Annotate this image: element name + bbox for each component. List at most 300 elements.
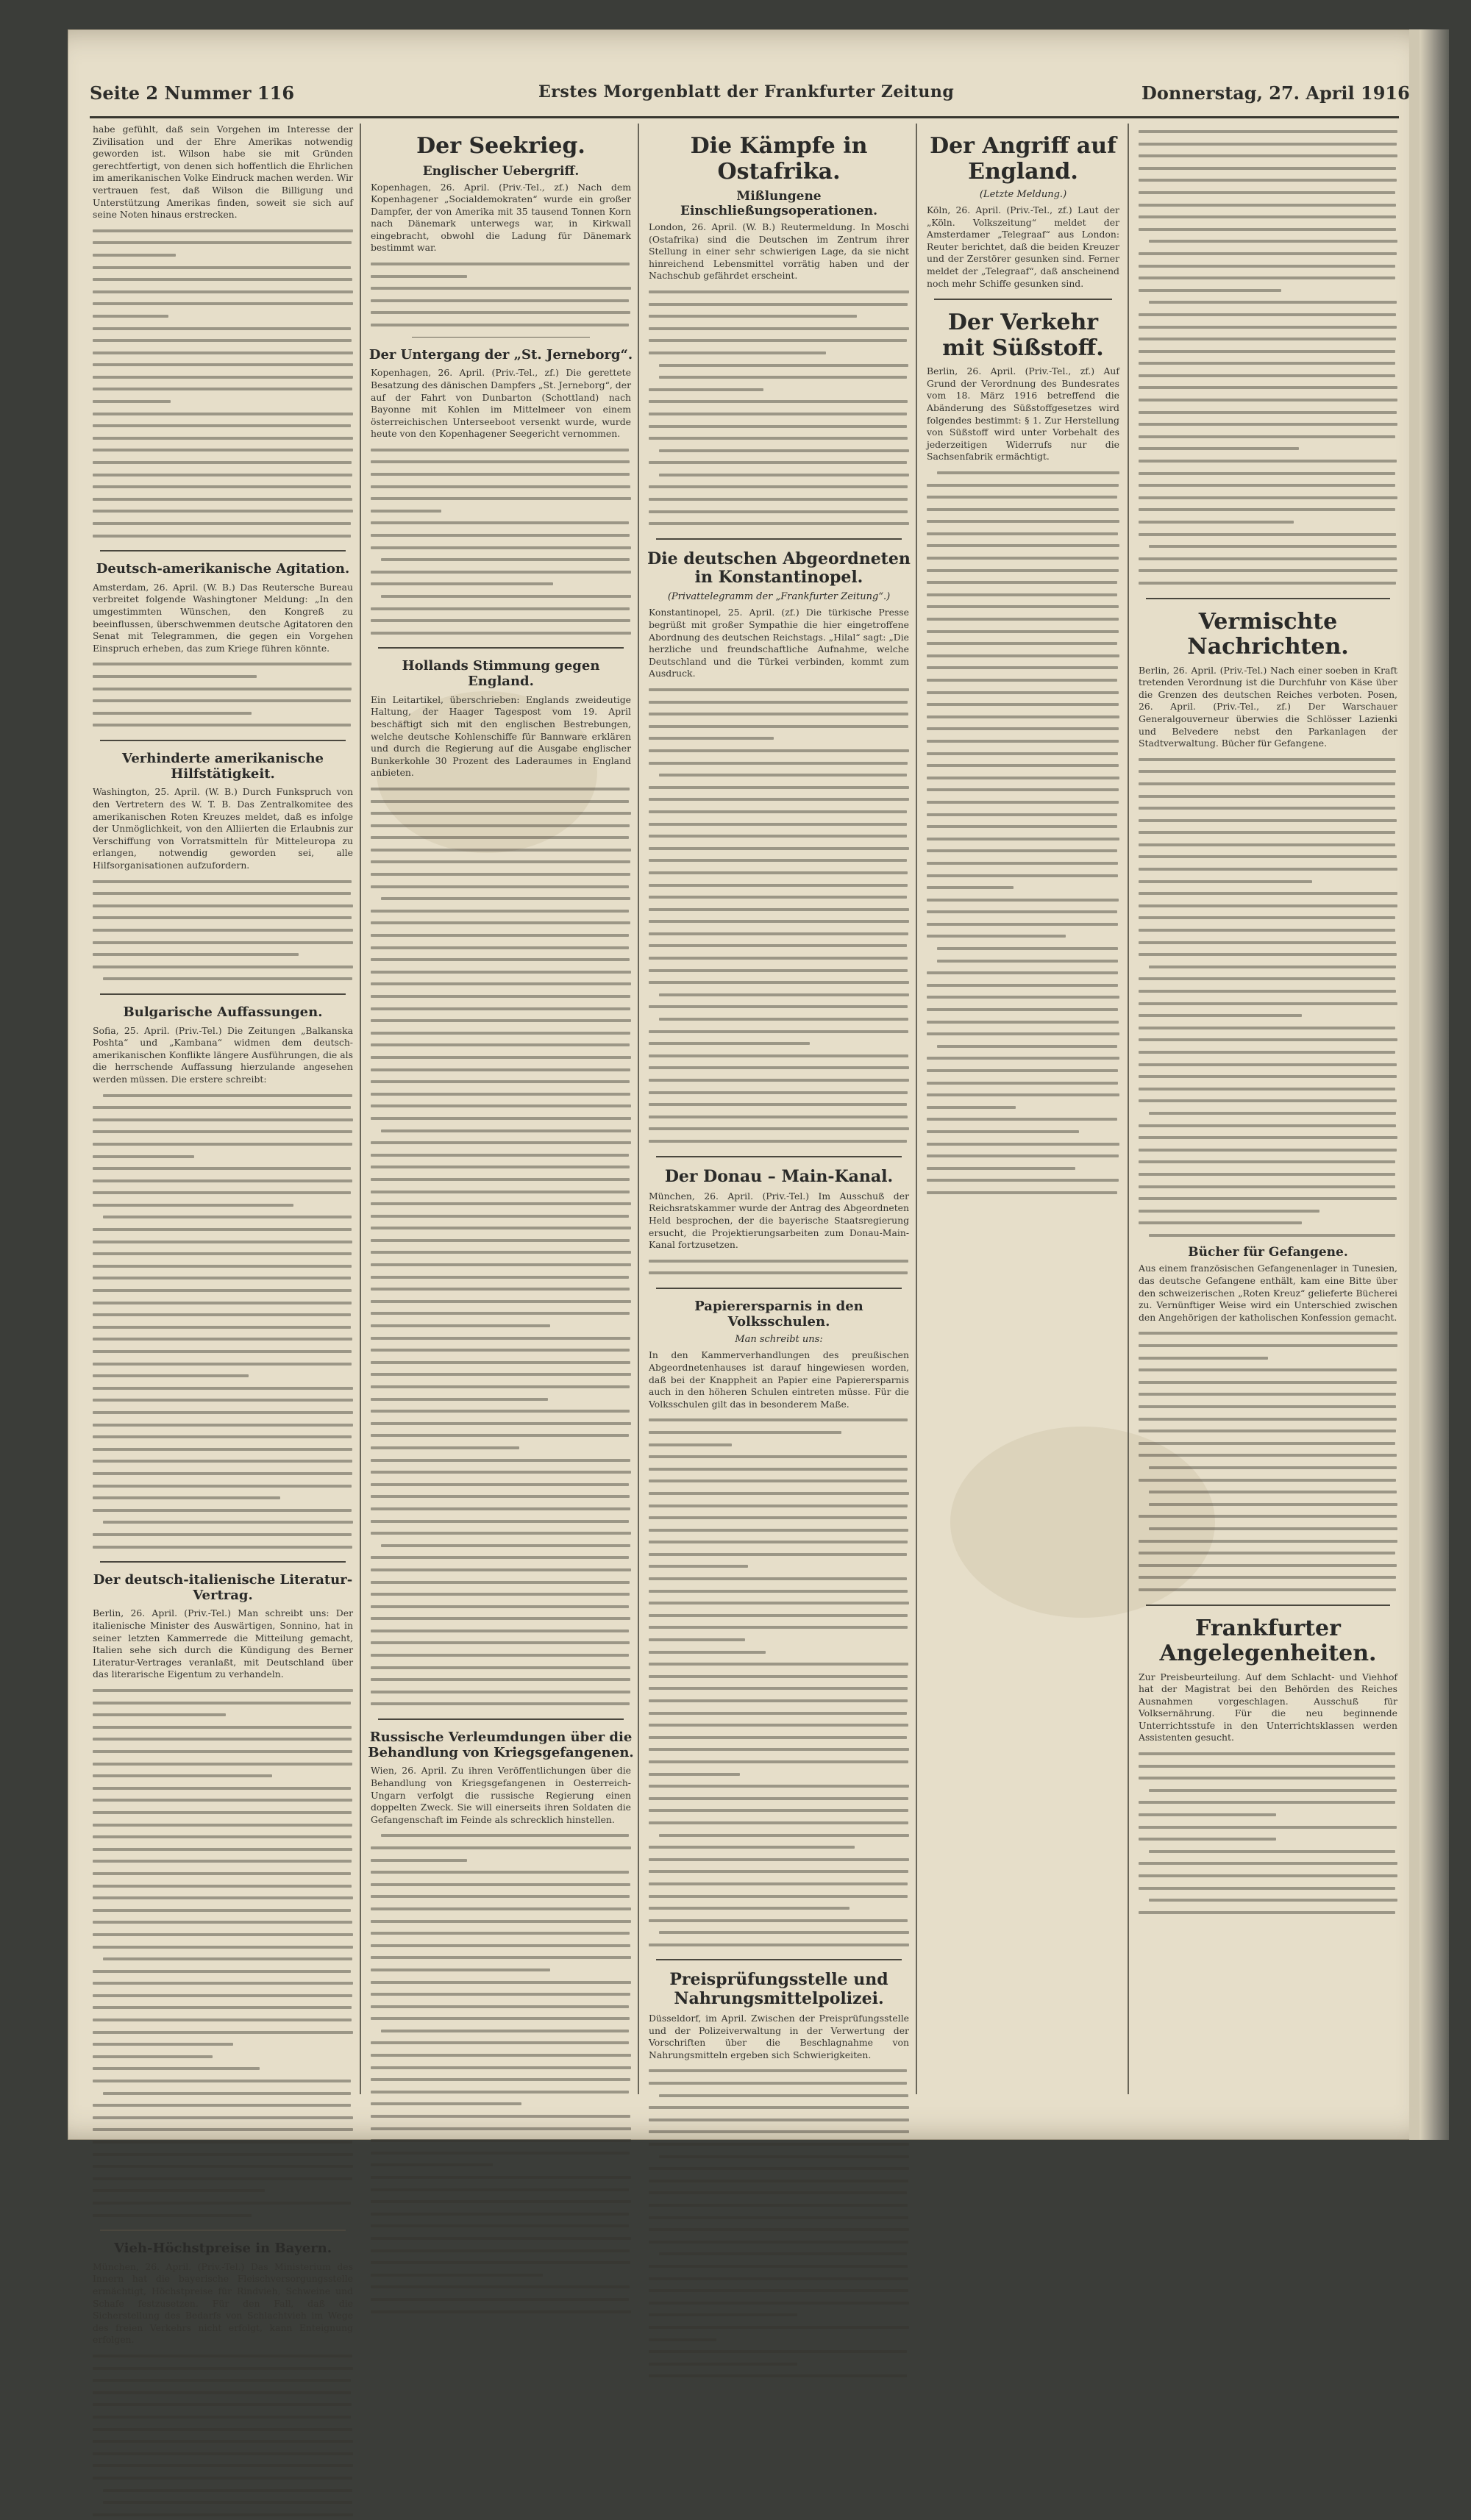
text-line bbox=[371, 1576, 631, 1588]
text-line bbox=[371, 1185, 631, 1198]
text-line bbox=[93, 2099, 353, 2111]
text-line bbox=[649, 346, 909, 359]
text-line bbox=[371, 282, 631, 294]
text-line bbox=[371, 2134, 631, 2146]
text-line bbox=[1139, 850, 1397, 863]
text-line bbox=[649, 1438, 909, 1451]
text-line bbox=[371, 1271, 631, 1283]
text-line bbox=[93, 2184, 353, 2196]
text-line bbox=[371, 2036, 631, 2049]
text-line bbox=[93, 1855, 353, 1867]
text-line bbox=[93, 1296, 353, 1309]
text-line bbox=[93, 310, 353, 322]
text-line bbox=[927, 490, 1119, 503]
text-line bbox=[93, 707, 353, 719]
text-line bbox=[1139, 1510, 1397, 1522]
text-line bbox=[1139, 936, 1397, 949]
text-line bbox=[371, 2256, 631, 2269]
text-line bbox=[927, 515, 1119, 527]
text-line bbox=[927, 674, 1119, 686]
text-line bbox=[1139, 552, 1397, 565]
text-line bbox=[93, 1406, 353, 1418]
text-line bbox=[1139, 357, 1397, 369]
text-line bbox=[371, 455, 631, 468]
text-line bbox=[93, 1321, 353, 1333]
text-line bbox=[371, 1343, 631, 1356]
article-frankfurter-text: Zur Preisbeurteilung. Auf dem Schlacht- und Viehhof hat der Magistrat bei den Behörden des Reiches Ausnahmen vorgeschlagen. Ausschuß für Volksernährung. Für die neu beginnende Unterrichtsstufe in den Unterrichtsklassen werden Assistenten gesucht. bbox=[1139, 1671, 1397, 1743]
text-line bbox=[371, 855, 631, 868]
text-line bbox=[93, 2362, 353, 2374]
text-line bbox=[93, 2471, 353, 2484]
text-line bbox=[371, 2293, 631, 2305]
article-rule bbox=[100, 2230, 346, 2231]
text-line bbox=[649, 2345, 909, 2357]
text-line bbox=[93, 2508, 353, 2520]
article-papier-text: In den Kammerverhandlungen des preußischen Abgeordnetenhauses ist darauf hingewiesen worden, daß bei der Knappheit an Papier eine Papierersparnis auch in den höheren Schulen eintreten müsse. Für die Volksschulen gilt das in besonderem Maße. bbox=[649, 1349, 909, 1410]
text-line bbox=[649, 1499, 909, 1512]
text-line bbox=[93, 2001, 353, 2013]
text-line bbox=[649, 1841, 909, 1853]
text-line bbox=[1139, 1821, 1397, 1833]
text-line bbox=[649, 781, 909, 793]
text-line bbox=[649, 322, 909, 335]
text-line bbox=[1139, 1522, 1397, 1535]
text-line bbox=[93, 2135, 353, 2148]
article-bulgarische-text: Sofia, 25. April. (Priv.-Tel.) Die Zeitungen „Balkanska Poshta“ und „Kambana“ widmen dem deutsch-amerikanischen Konflikte längere Ausführungen, die als die herrschende Auffassung hierzulande angesehen werden müssen. Die erstere schreibt: bbox=[93, 1024, 353, 1085]
text-line bbox=[649, 1877, 909, 1890]
text-line bbox=[1139, 790, 1397, 802]
text-line bbox=[371, 831, 631, 843]
text-line bbox=[927, 661, 1119, 674]
text-line bbox=[1139, 1009, 1397, 1021]
text-line bbox=[1139, 1747, 1397, 1760]
text-line bbox=[93, 2026, 353, 2038]
text-line bbox=[649, 744, 909, 757]
text-line bbox=[93, 2196, 353, 2209]
text-line bbox=[93, 972, 353, 985]
text-line bbox=[371, 1454, 631, 1466]
text-line bbox=[93, 1843, 353, 1855]
headline-preispruefung: Preisprüfungsstelle und Nahrungsmittelpolizei. bbox=[669, 1970, 888, 2008]
text-line bbox=[1139, 1107, 1397, 1119]
text-line bbox=[927, 1016, 1119, 1028]
newspaper-title-header: Erstes Morgenblatt der Frankfurter Zeitung bbox=[538, 82, 955, 101]
text-line bbox=[649, 1135, 909, 1147]
text-line bbox=[649, 1902, 909, 1914]
text-line bbox=[1139, 503, 1397, 515]
text-line bbox=[1139, 1808, 1397, 1821]
text-line bbox=[649, 1122, 909, 1135]
text-line bbox=[927, 735, 1119, 747]
text-line bbox=[649, 1487, 909, 1499]
text-line bbox=[1139, 1845, 1397, 1857]
article-rule bbox=[100, 1561, 346, 1563]
text-line bbox=[927, 954, 1119, 967]
text-line bbox=[649, 1585, 909, 1597]
text-line bbox=[93, 285, 353, 298]
text-line bbox=[93, 2484, 353, 2496]
text-line bbox=[371, 1197, 631, 1210]
text-line bbox=[93, 1516, 353, 1528]
text-line bbox=[93, 1757, 353, 1770]
text-line bbox=[1139, 1485, 1397, 1498]
text-line bbox=[93, 1541, 353, 1553]
text-line bbox=[371, 1295, 631, 1307]
text-line bbox=[93, 2074, 353, 2087]
text-line bbox=[1139, 199, 1397, 211]
text-line bbox=[649, 298, 909, 310]
text-line bbox=[371, 1841, 631, 1854]
text-line bbox=[649, 1560, 909, 1572]
text-line bbox=[93, 1977, 353, 1989]
text-line bbox=[93, 1199, 353, 1211]
text-line bbox=[93, 1113, 353, 1126]
article-rule bbox=[1146, 598, 1390, 599]
text-line bbox=[1139, 1119, 1397, 1132]
column-rule bbox=[916, 124, 917, 2094]
text-line bbox=[93, 1491, 353, 1504]
text-line bbox=[649, 927, 909, 940]
text-line bbox=[1139, 138, 1397, 150]
text-line bbox=[1139, 577, 1397, 589]
text-line bbox=[1139, 1363, 1397, 1376]
text-line bbox=[371, 868, 631, 880]
text-line bbox=[371, 1490, 631, 1502]
text-line bbox=[649, 2138, 909, 2150]
text-line bbox=[649, 1718, 909, 1731]
text-line bbox=[649, 2089, 909, 2102]
text-line bbox=[649, 842, 909, 854]
text-line bbox=[93, 1247, 353, 1260]
text-line bbox=[1139, 1498, 1397, 1510]
text-line bbox=[1139, 1229, 1397, 1241]
text-line bbox=[93, 1793, 353, 1806]
article-body-lines bbox=[93, 2349, 353, 2520]
text-line bbox=[371, 2305, 631, 2318]
text-line bbox=[93, 2013, 353, 2026]
text-line bbox=[1139, 1352, 1397, 1364]
text-line bbox=[93, 334, 353, 346]
text-line bbox=[371, 977, 631, 990]
text-line bbox=[649, 371, 909, 383]
headline-donau-main: Der Donau – Main-Kanal. bbox=[664, 1166, 894, 1186]
headline-papierersparnis: Papierersparnis in den Volksschulen. bbox=[694, 1299, 863, 1329]
text-line bbox=[1139, 149, 1397, 162]
text-line bbox=[649, 2113, 909, 2126]
text-line bbox=[371, 2158, 631, 2171]
text-line bbox=[927, 722, 1119, 735]
text-line bbox=[649, 2223, 909, 2235]
text-line bbox=[93, 1150, 353, 1163]
text-line bbox=[1139, 1094, 1397, 1107]
text-line bbox=[927, 576, 1119, 588]
text-line bbox=[371, 2073, 631, 2085]
text-line bbox=[1139, 1021, 1397, 1034]
text-line bbox=[93, 2087, 353, 2099]
text-line bbox=[371, 1307, 631, 1319]
text-line bbox=[1139, 1869, 1397, 1882]
text-line bbox=[93, 1284, 353, 1296]
text-line bbox=[927, 1052, 1119, 1064]
text-line bbox=[649, 1646, 909, 1658]
headline-vermischte: Vermischte Nachrichten. bbox=[1187, 608, 1349, 660]
text-line bbox=[371, 1988, 631, 2000]
text-line bbox=[371, 1075, 631, 1088]
text-line bbox=[927, 1125, 1119, 1138]
text-line bbox=[1139, 479, 1397, 491]
text-line bbox=[649, 1804, 909, 1816]
text-line bbox=[649, 2235, 909, 2248]
text-line bbox=[371, 2171, 631, 2183]
article-body-lines bbox=[1139, 1747, 1397, 1918]
text-line bbox=[371, 590, 631, 602]
article-rule bbox=[656, 538, 902, 540]
text-line bbox=[649, 2064, 909, 2077]
text-line bbox=[371, 2244, 631, 2257]
text-line bbox=[649, 1743, 909, 1755]
text-line bbox=[371, 492, 631, 504]
text-line bbox=[93, 2398, 353, 2410]
article-suessstoff-text: Berlin, 26. April. (Priv.-Tel., zf.) Auf Grund der Verordnung des Bundesrates vom 18. März 1916 betreffend die Abänderung des Süßstoffgesetzes wird folgendes bestimmt: § 1. Zur Herstellung von Süßstoff wird unter Vorbehalt des jederzeitigen Widerrufs nur die Sachsenfabrik ermächtigt. bbox=[927, 365, 1119, 463]
text-line bbox=[649, 395, 909, 407]
article-body-lines bbox=[93, 1089, 353, 1553]
subhead-buecher: Bücher für Gefangene. bbox=[1188, 1245, 1348, 1260]
text-line bbox=[927, 625, 1119, 638]
text-line bbox=[649, 2247, 909, 2260]
text-line bbox=[93, 468, 353, 481]
text-line bbox=[93, 657, 353, 670]
text-line bbox=[93, 2172, 353, 2185]
text-line bbox=[1139, 1449, 1397, 1461]
text-line bbox=[93, 322, 353, 335]
article-seekrieg-text: Kopenhagen, 26. April. (Priv.-Tel., zf.) Nach dem Kopenhagener „Socialdemokraten“ wurde ein großer Dampfer, der von Amerika mit 35 tausend Tonnen Korn nach Dänemark unterwegs war, in Kirkwall eingebracht, obwohl die Ladung für Dänemark bestimmt war. bbox=[371, 181, 631, 254]
text-line bbox=[93, 1357, 353, 1370]
text-line bbox=[93, 1223, 353, 1235]
text-line bbox=[93, 346, 353, 359]
text-line bbox=[1139, 1760, 1397, 1772]
text-line bbox=[371, 529, 631, 541]
text-line bbox=[93, 1528, 353, 1541]
text-line bbox=[93, 493, 353, 505]
text-line bbox=[649, 2369, 909, 2382]
text-line bbox=[371, 1136, 631, 1149]
text-line bbox=[93, 1479, 353, 1492]
text-line bbox=[371, 2024, 631, 2037]
date-header: Donnerstag, 27. April 1916 bbox=[1141, 82, 1410, 104]
text-line bbox=[649, 468, 909, 481]
text-line bbox=[649, 1621, 909, 1633]
text-line bbox=[371, 1160, 631, 1173]
text-line bbox=[927, 783, 1119, 796]
text-line bbox=[649, 493, 909, 505]
text-line bbox=[1139, 186, 1397, 199]
text-line bbox=[649, 1511, 909, 1524]
text-line bbox=[649, 1670, 909, 1682]
text-line bbox=[371, 1124, 631, 1137]
text-line bbox=[927, 466, 1119, 479]
text-line bbox=[1139, 1327, 1397, 1339]
text-line bbox=[371, 843, 631, 856]
column-rule bbox=[638, 124, 639, 2094]
text-line bbox=[93, 273, 353, 285]
text-line bbox=[371, 1963, 631, 1976]
article-buecher-text: Aus einem französischen Gefangenenlager in Tunesien, das deutsche Gefangene enthält, kam eine Bitte über den schweizerischen „Roten Kreuz“ gelieferte Bücherei zu. Vernünftiger Weise wird ein Unterschied zwischen den Angehörigen der katholischen Konfession gemacht. bbox=[1139, 1263, 1397, 1323]
text-line bbox=[927, 881, 1119, 893]
text-line bbox=[371, 2049, 631, 2061]
text-line bbox=[1139, 418, 1397, 430]
article-body-lines bbox=[371, 782, 631, 1710]
text-line bbox=[93, 480, 353, 493]
article-body-lines bbox=[371, 1829, 631, 2317]
text-line bbox=[649, 1731, 909, 1743]
text-line bbox=[1139, 1857, 1397, 1869]
text-line bbox=[649, 2272, 909, 2285]
column-rule bbox=[1128, 124, 1129, 2094]
article-body-lines bbox=[649, 2064, 909, 2381]
text-line bbox=[927, 552, 1119, 564]
text-line bbox=[1139, 1771, 1397, 1784]
man-schreibt-uns-note: Man schreibt uns: bbox=[735, 1334, 823, 1346]
text-line bbox=[649, 1254, 909, 1267]
text-line bbox=[93, 2435, 353, 2447]
article-body-lines bbox=[1139, 125, 1397, 589]
text-line bbox=[371, 468, 631, 480]
text-line bbox=[93, 1904, 353, 1916]
article-body-lines bbox=[371, 257, 631, 331]
text-line bbox=[93, 2123, 353, 2135]
text-line bbox=[1139, 284, 1397, 296]
article-body-lines bbox=[1139, 1327, 1397, 1595]
text-line bbox=[649, 1025, 909, 1038]
headline-literatur-vertrag: Der deutsch-italienische Literatur-Vertrag. bbox=[93, 1572, 353, 1603]
text-line bbox=[371, 565, 631, 578]
text-line bbox=[371, 1332, 631, 1344]
headline-frankfurter: Frankfurter Angelegenheiten. bbox=[1159, 1615, 1377, 1666]
text-line bbox=[1139, 247, 1397, 260]
text-line bbox=[1139, 960, 1397, 973]
text-line bbox=[93, 1186, 353, 1199]
text-line bbox=[649, 1792, 909, 1805]
text-line bbox=[1139, 296, 1397, 308]
text-line bbox=[649, 444, 909, 457]
text-line bbox=[371, 480, 631, 493]
text-line bbox=[1139, 260, 1397, 272]
text-line bbox=[93, 911, 353, 924]
text-line bbox=[93, 1782, 353, 1794]
text-line bbox=[927, 747, 1119, 760]
text-line bbox=[1139, 381, 1397, 393]
text-line bbox=[93, 1891, 353, 1904]
text-line bbox=[1139, 1784, 1397, 1796]
text-line bbox=[1139, 162, 1397, 174]
headline-abgeordneten: Die deutschen Abgeordneten in Konstantinopel. bbox=[647, 549, 911, 588]
page-number-header: Seite 2 Nummer 116 bbox=[90, 82, 295, 104]
text-line bbox=[371, 1649, 631, 1661]
text-line bbox=[649, 2333, 909, 2346]
text-line bbox=[1139, 467, 1397, 479]
text-line bbox=[649, 866, 909, 879]
text-line bbox=[649, 1768, 909, 1780]
text-line bbox=[371, 1829, 631, 1841]
text-line bbox=[927, 857, 1119, 869]
text-line bbox=[649, 2211, 909, 2224]
text-line bbox=[927, 771, 1119, 784]
text-line bbox=[649, 2260, 909, 2272]
text-line bbox=[927, 710, 1119, 723]
text-line bbox=[371, 1038, 631, 1051]
text-line bbox=[927, 649, 1119, 662]
text-line bbox=[93, 1965, 353, 1977]
text-line bbox=[927, 686, 1119, 699]
text-line bbox=[93, 1928, 353, 1941]
text-line bbox=[1139, 887, 1397, 899]
text-line bbox=[1139, 1437, 1397, 1449]
article-jerneborg-text: Kopenhagen, 26. April. (Priv.-Tel., zf.) Die gerettete Besatzung des dänischen Dampfers „St. Jerneborg“, der auf der Fahrt von Dunbarton (Schottland) nach Bayonne mit Kohlen im Mittelmeer von einem österreichischen Unterseeboot versenkt wurde, wurde heute von den Kopenhagener Seegericht vernommen. bbox=[371, 367, 631, 440]
text-line bbox=[371, 1600, 631, 1613]
text-line bbox=[93, 1369, 353, 1382]
article-russische-text: Wien, 26. April. Zu ihren Veröffentlichungen über die Behandlung von Kriegsgefangenen in Oesterreich-Ungarn verfolgt die russische Regierung einen doppelten Zweck. Sie will einerseits ihren Soldaten die Gefangenschaft im Feinde als schrecklich hinstellen. bbox=[371, 1765, 631, 1825]
text-line bbox=[1139, 1143, 1397, 1156]
text-line bbox=[93, 1101, 353, 1113]
article-rule bbox=[934, 299, 1112, 300]
text-line bbox=[649, 359, 909, 371]
article-literatur-text: Berlin, 26. April. (Priv.-Tel.) Man schreibt uns: Der italienische Minister des Auswärtigen, Sonnino, hat in seiner letzten Kammerrede die Mitteilung gemacht, Italien sehe sich durch die Kündigung des Berner Literatur-Vertrages veranlaßt, mit Deutschland über das literarische Eigentum zu verhandeln. bbox=[93, 1607, 353, 1680]
text-line bbox=[649, 1926, 909, 1938]
text-line bbox=[927, 1101, 1119, 1113]
text-line bbox=[1139, 223, 1397, 235]
text-line bbox=[1139, 1583, 1397, 1596]
article-body-lines bbox=[93, 1684, 353, 2221]
text-line bbox=[1139, 1168, 1397, 1180]
text-line bbox=[1139, 235, 1397, 247]
text-line bbox=[927, 588, 1119, 601]
text-line bbox=[93, 694, 353, 707]
text-line bbox=[371, 2280, 631, 2293]
text-line bbox=[649, 334, 909, 346]
text-line bbox=[649, 407, 909, 420]
text-line bbox=[93, 1684, 353, 1696]
text-line bbox=[649, 2357, 909, 2370]
text-line bbox=[93, 1235, 353, 1248]
text-line bbox=[649, 1037, 909, 1049]
text-line bbox=[93, 1125, 353, 1138]
text-line bbox=[93, 504, 353, 517]
text-line bbox=[371, 270, 631, 282]
text-line bbox=[649, 2296, 909, 2309]
text-line bbox=[1139, 1204, 1397, 1217]
text-line bbox=[93, 1393, 353, 1406]
text-line bbox=[93, 1941, 353, 1953]
text-line bbox=[93, 1867, 353, 1880]
text-line bbox=[927, 479, 1119, 491]
text-line bbox=[93, 887, 353, 899]
text-line bbox=[93, 2160, 353, 2172]
text-line bbox=[93, 419, 353, 432]
text-line bbox=[927, 808, 1119, 821]
text-line bbox=[927, 1064, 1119, 1077]
text-line bbox=[1139, 1388, 1397, 1400]
text-line bbox=[1139, 924, 1397, 936]
text-line bbox=[649, 383, 909, 396]
text-line bbox=[649, 2101, 909, 2113]
text-line bbox=[371, 2232, 631, 2244]
text-line bbox=[371, 2012, 631, 2024]
text-line bbox=[649, 505, 909, 518]
text-line bbox=[371, 1258, 631, 1271]
text-line bbox=[649, 915, 909, 927]
text-line bbox=[371, 2097, 631, 2110]
text-line bbox=[1139, 174, 1397, 186]
